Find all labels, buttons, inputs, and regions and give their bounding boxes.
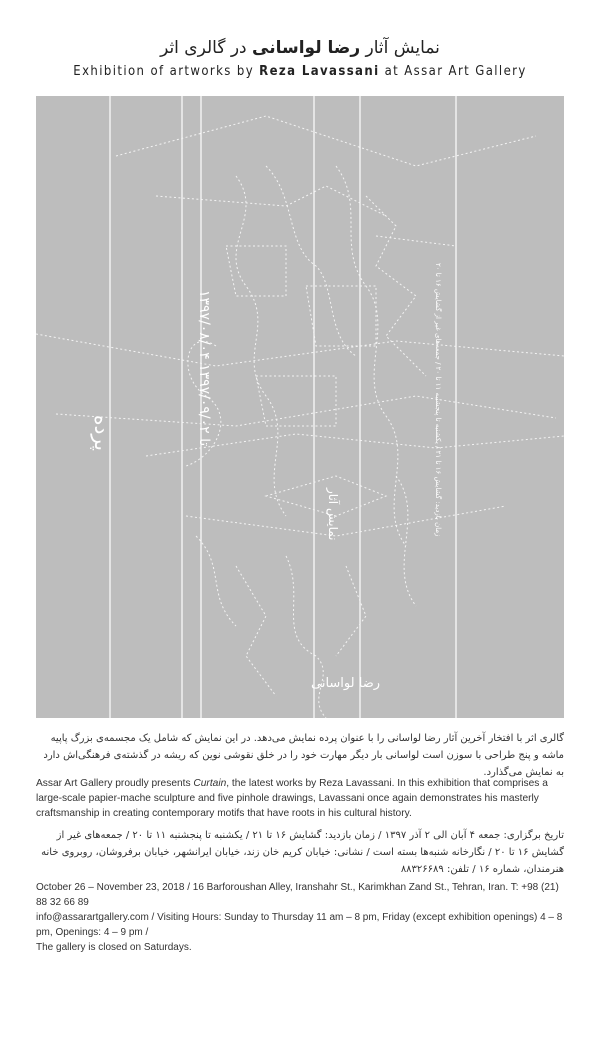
details-en-line2: info@assarartgallery.com / Visiting Hours: Sunday to Thursday 11 am – 8 pm, Friday (except exhibition openings) 4 – 8 pm, Openings: 4 – 9 pm /	[36, 912, 563, 938]
title-fa-suffix: در گالری اثر	[160, 38, 247, 58]
poster-info: زمان بازدید: گشایش ۱۶ تا ۲۱ / یکشنبه تا پنجشنبه ۱۱ تا ۲۰ / جمعه‌های غیر از گشایش ۱۶ تا ۲۰	[434, 262, 442, 536]
poster-dates: ۱۳۹۷/۰۸/۰۴ تا ۱۳۹۷/۰۹/۰۲	[196, 289, 212, 446]
title-fa-prefix: نمایش آثار	[365, 38, 440, 58]
details-en-line3: The gallery is closed on Saturdays.	[36, 942, 192, 953]
poster-label: نمایش آثار	[326, 488, 340, 541]
intro-en-title: Curtain	[193, 778, 227, 789]
title-en-artist: Reza Lavassani	[259, 64, 380, 79]
title-en-prefix: Exhibition of artworks by	[73, 64, 255, 79]
intro-persian: گالری اثر با افتخار آخرین آثار رضا لواسانی را با عنوان پرده نمایش می‌دهد. در این نمایش که شامل یک مجسمه‌ی بزرگ پاپیه ماشه و پنج طراحی با سوزن است لواسانی بار دیگر مهارت خود را در خلق نقوشی نوین که ریشه در گذشته‌ی فرهنگی‌اش دارد به نمایش می‌گذارد.	[43, 733, 564, 778]
title-english	[36, 64, 564, 79]
details-english	[36, 880, 564, 955]
intro-en-suffix: , the latest works by Reza Lavassani. In this exhibition that comprises a large-scale papier-mache sculpture and five pinhole drawings, Lavassani once again demonstrates his masterly craftsmanship in creating contemporary motifs that have roots in his cultural history.	[36, 778, 548, 819]
title-persian	[36, 38, 564, 58]
intro-english	[36, 776, 564, 821]
poster-show-title: پرده	[90, 415, 114, 451]
poster-artist: رضا لواسانی	[311, 676, 381, 691]
exhibition-poster	[36, 96, 564, 718]
intro-en-prefix: Assar Art Gallery proudly presents	[36, 778, 194, 789]
dotted-calligraphy	[36, 116, 564, 718]
title-en-suffix: at Assar Art Gallery	[384, 64, 527, 79]
poster-lines	[110, 96, 456, 718]
title-fa-artist: رضا لواسانی	[252, 38, 361, 58]
poster-artwork	[36, 96, 564, 718]
details-en-line1: October 26 – November 23, 2018 / 16 Barforoushan Alley, Iranshahr St., Karimkhan Zand St., Tehran, Iran. T: +98 (21) 88 32 66 89	[36, 882, 559, 908]
details-persian: تاریخ برگزاری: جمعه ۴ آبان الی ۲ آذر ۱۳۹۷ / زمان بازدید: گشایش ۱۶ تا ۲۱ / یکشنبه تا پنجشنبه ۱۱ تا ۲۰ / جمعه‌های غیر از گشایش ۱۶ تا ۲۰ / نگارخانه شنبه‌ها بسته است / نشانی: خیابان کریم خان زند، خیابان ایرانشهر، خیابان برفروشان، روبروی خانه هنرمندان، شماره ۱۶ / تلفن: ۸۸۳۲۶۶۸۹	[41, 830, 564, 875]
